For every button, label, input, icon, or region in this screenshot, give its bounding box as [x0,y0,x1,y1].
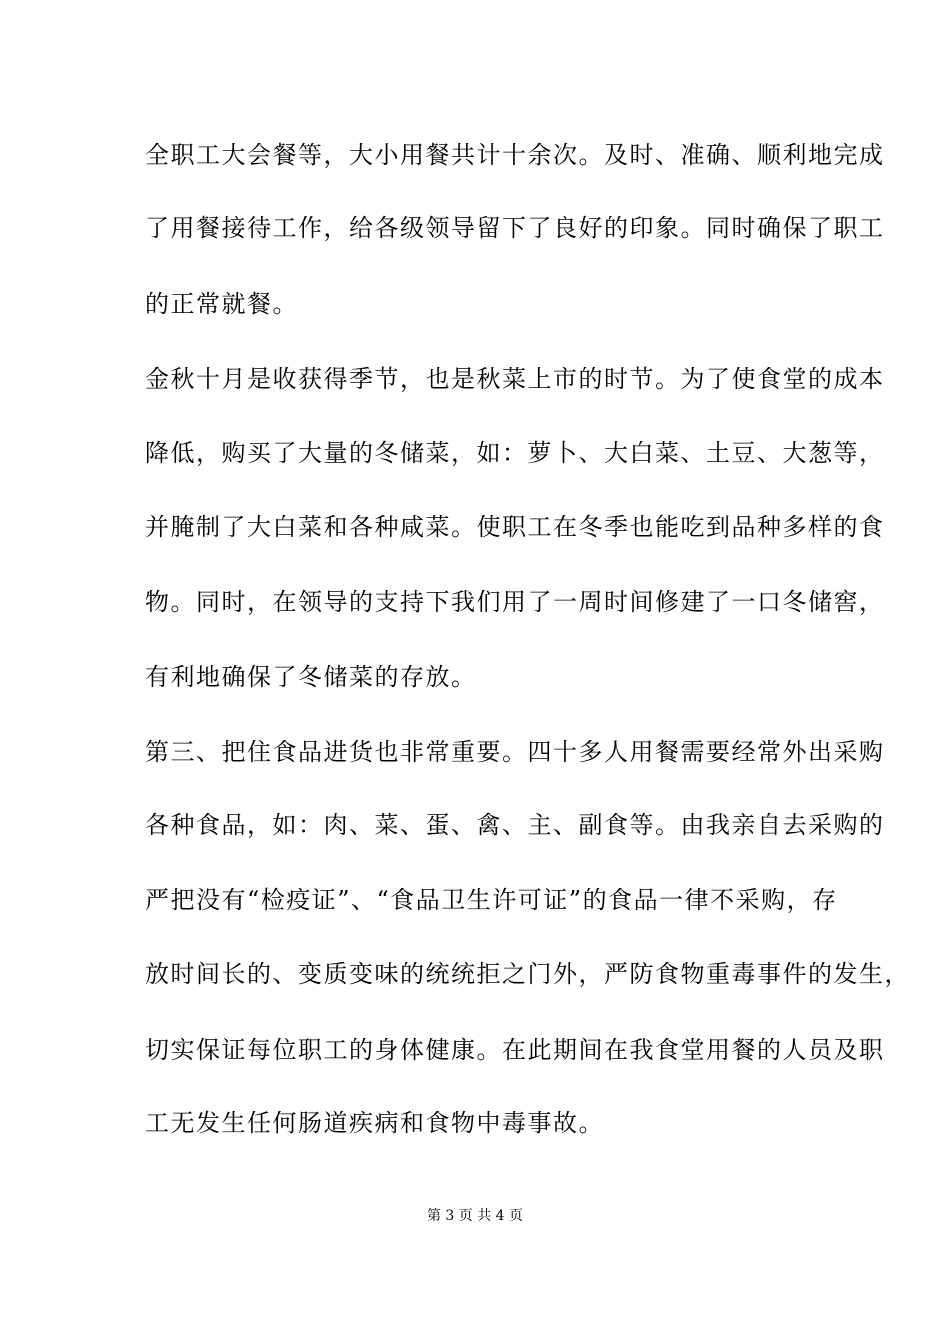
text-line: 第三、把住食品进货也非常重要。四十多人用餐需要经常外出采购 [145,738,885,766]
text-line: 金秋十月是收获得季节，也是秋菜上市的时节。为了使食堂的成本 [145,365,885,393]
text-line: 降低，购买了大量的冬储菜，如：萝卜、大白菜、土豆、大葱等， [145,439,885,467]
text-line: 并腌制了大白菜和各种咸菜。使职工在冬季也能吃到品种多样的食 [145,513,885,541]
text-line: 物。同时，在领导的支持下我们用了一周时间修建了一口冬储窖， [145,588,885,616]
text-line: 了用餐接待工作，给各级领导留下了良好的印象。同时确保了职工 [145,214,885,242]
text-line: 放时间长的、变质变味的统统拒之门外，严防食物重毒事件的发生， [145,960,910,988]
text-line: 全职工大会餐等，大小用餐共计十余次。及时、准确、顺利地完成 [145,141,885,169]
text-line: 切实保证每位职工的身体健康。在此期间在我食堂用餐的人员及职 [145,1036,885,1064]
text-line: 严把没有“检疫证”、“食品卫生许可证”的食品一律不采购，存 [145,886,838,914]
text-line: 工无发生任何肠道疾病和食物中毒事故。 [145,1109,604,1137]
text-line: 的正常就餐。 [145,290,298,318]
page-number: 第 3 页 共 4 页 [426,1208,524,1224]
text-line: 有利地确保了冬储菜的存放。 [145,663,477,691]
text-line: 各种食品，如：肉、菜、蛋、禽、主、副食等。由我亲自去采购的 [145,811,885,839]
